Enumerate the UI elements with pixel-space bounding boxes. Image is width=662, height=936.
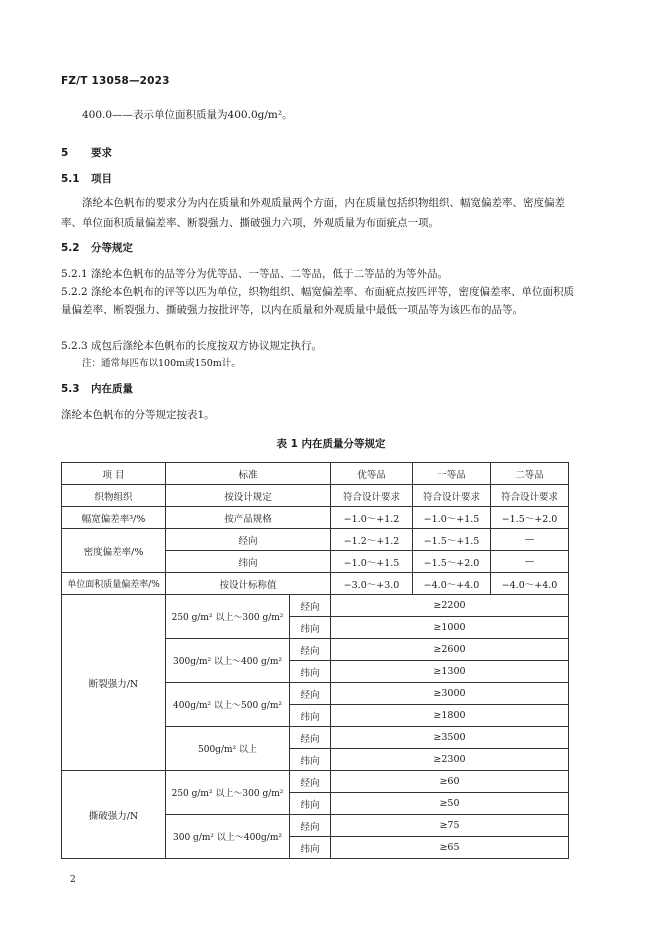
cell-value: ≥60 [331, 771, 569, 793]
cell-value: ≥1000 [331, 617, 569, 639]
row-label: 单位面积质量偏差率/% [62, 573, 166, 595]
cell-value: — [491, 529, 569, 551]
table-row [62, 485, 569, 507]
cell-value: −1.0～+1.2 [331, 507, 413, 529]
cell-value: ≥65 [331, 837, 569, 859]
intro-line: 400.0——表示单位面积质量为400.0g/m²。 [82, 109, 293, 121]
cell-value: ≥2200 [331, 595, 569, 617]
cell-value: ≥1800 [331, 705, 569, 727]
mass-range: 250 g/m² 以上～300 g/m² [166, 771, 290, 815]
clause-5-2-3: 5.2.3 成包后涤纶本色帆布的长度按双方协议规定执行。 [61, 340, 323, 352]
mass-range: 250 g/m² 以上～300 g/m² [166, 595, 290, 639]
note: 注：通常每匹布以100m或150m计。 [82, 358, 241, 369]
section-title: 分等规定 [91, 242, 133, 254]
direction-label: 经向 [290, 771, 331, 793]
row-label: 织物组织 [62, 485, 166, 507]
section-5-3-heading [61, 381, 133, 396]
direction-label: 纬向 [290, 617, 331, 639]
section-5-heading [61, 145, 112, 160]
cell-value: ≥2600 [331, 639, 569, 661]
direction-label: 纬向 [290, 837, 331, 859]
direction-label: 经向 [290, 639, 331, 661]
row-standard: 按设计规定 [166, 485, 331, 507]
clause-5-2-2: 5.2.2 涤纶本色帆布的评等以匹为单位，织物组织、幅宽偏差率、布面疵点按匹评等，密度偏差率、单位面积质量偏差率、断裂强力、撕破强力按批评等，以内在质量和外观质量中最低一项品等为该匹布的品等。 [61, 286, 575, 316]
cell-value: −1.5～+2.0 [413, 551, 491, 573]
section-number: 5.2 [61, 242, 80, 254]
table-row [62, 507, 569, 529]
table-row [62, 771, 569, 793]
cell-value: ≥1300 [331, 661, 569, 683]
direction-label: 经向 [290, 727, 331, 749]
cell-value: −3.0～+3.0 [331, 573, 413, 595]
section-title: 要求 [91, 147, 112, 159]
header-grade-second: 二等品 [491, 463, 569, 485]
header-item: 项 目 [62, 463, 166, 485]
mass-range: 500g/m² 以上 [166, 727, 290, 771]
section-5-1-paragraph: 涤纶本色帆布的要求分为内在质量和外观质量两个方面，内在质量包括织物组织、幅宽偏差率、密度偏差率、单位面积质量偏差率、断裂强力、撕破强力六项，外观质量为布面疵点一项。 [61, 197, 565, 229]
clause-5-2-1: 5.2.1 涤纶本色帆布的品等分为优等品、一等品、二等品，低于二等品的为等外品。 [61, 268, 449, 280]
direction-label: 纬向 [290, 749, 331, 771]
cell-value: −4.0～+4.0 [491, 573, 569, 595]
cell-value: ≥75 [331, 815, 569, 837]
page-number: 2 [70, 875, 76, 885]
cell-value: ≥3500 [331, 727, 569, 749]
direction-label: 经向 [290, 683, 331, 705]
table-caption: 表 1 内在质量分等规定 [276, 438, 386, 450]
section-title: 项目 [91, 173, 112, 185]
section-title: 内在质量 [91, 383, 133, 395]
cell-value: 符合设计要求 [331, 485, 413, 507]
section-5-1-heading [61, 171, 112, 186]
cell-value: −1.0～+1.5 [331, 551, 413, 573]
row-standard: 按设计标称值 [166, 573, 331, 595]
direction-label: 纬向 [290, 793, 331, 815]
header-standard: 标准 [166, 463, 331, 485]
direction-label: 纬向 [290, 705, 331, 727]
section-5-2-heading [61, 240, 133, 255]
mass-range: 300 g/m² 以上～400g/m² [166, 815, 290, 859]
direction-label: 经向 [290, 815, 331, 837]
section-5-3-paragraph: 涤纶本色帆布的分等规定按表1。 [61, 409, 215, 421]
section-number: 5.3 [61, 383, 80, 395]
direction-label: 经向 [166, 529, 331, 551]
mass-range: 400g/m² 以上～500 g/m² [166, 683, 290, 727]
cell-value: ≥3000 [331, 683, 569, 705]
cell-value: ≥50 [331, 793, 569, 815]
cell-value: −4.0～+4.0 [413, 573, 491, 595]
section-number: 5 [61, 147, 69, 159]
row-label: 断裂强力/N [62, 595, 166, 771]
cell-value: −1.2～+1.2 [331, 529, 413, 551]
table-row [62, 529, 569, 551]
row-label: 幅宽偏差率³/% [62, 507, 166, 529]
table-row [62, 595, 569, 617]
direction-label: 经向 [290, 595, 331, 617]
header-grade-first: 一等品 [413, 463, 491, 485]
mass-range: 300g/m² 以上～400 g/m² [166, 639, 290, 683]
section-number: 5.1 [61, 173, 80, 185]
cell-value: 符合设计要求 [413, 485, 491, 507]
table-header-row [62, 463, 569, 485]
standard-header: FZ/T 13058—2023 [61, 75, 170, 87]
cell-value: ≥2300 [331, 749, 569, 771]
direction-label: 纬向 [166, 551, 331, 573]
header-grade-superior: 优等品 [331, 463, 413, 485]
table-row [62, 573, 569, 595]
row-standard: 按产品规格 [166, 507, 331, 529]
quality-grading-table [61, 462, 569, 859]
cell-value: −1.0～+1.5 [413, 507, 491, 529]
row-label: 撕破强力/N [62, 771, 166, 859]
cell-value: — [491, 551, 569, 573]
cell-value: −1.5～+2.0 [491, 507, 569, 529]
direction-label: 纬向 [290, 661, 331, 683]
cell-value: 符合设计要求 [491, 485, 569, 507]
row-label: 密度偏差率/% [62, 529, 166, 573]
cell-value: −1.5～+1.5 [413, 529, 491, 551]
